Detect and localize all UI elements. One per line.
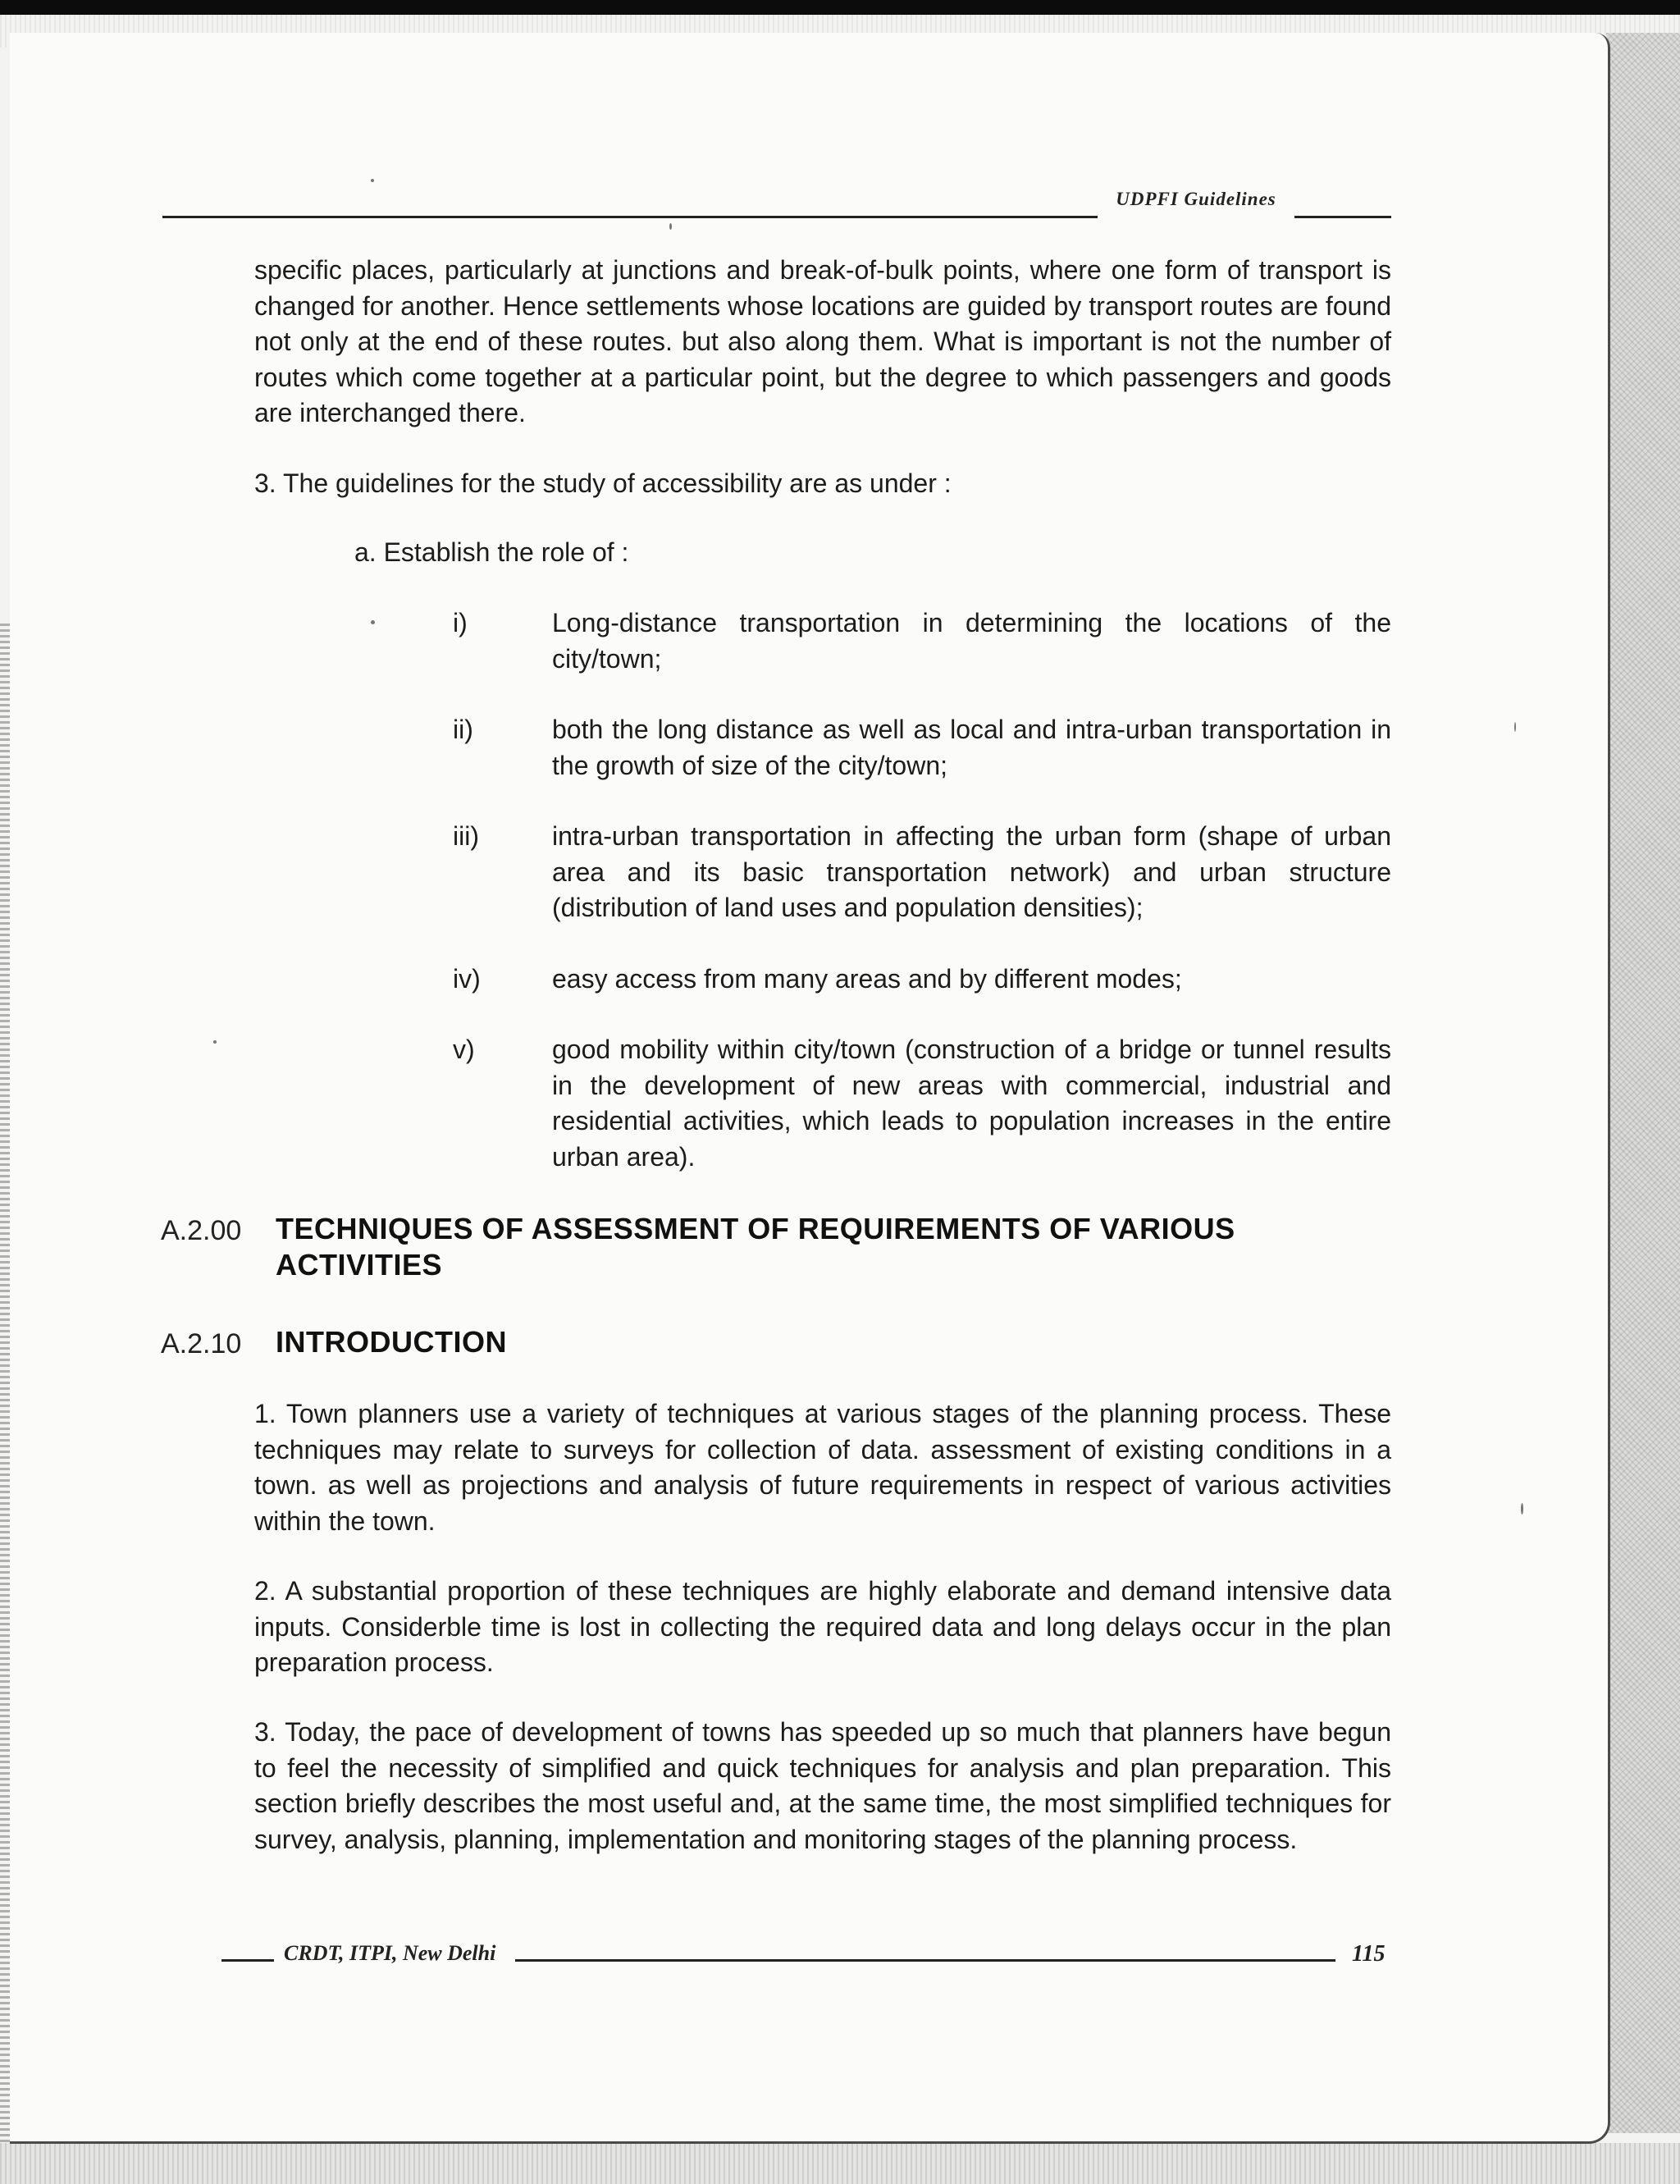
sub-point-a: a. Establish the role of : bbox=[354, 537, 629, 567]
list-item-number: ii) bbox=[453, 715, 473, 744]
section-number: A.2.00 bbox=[161, 1215, 242, 1246]
intro-point-2: 2. A substantial proportion of these techniques are highly elaborate and demand intensive data inputs. Considerble time is lost in collecting the required data and long delays occur in the plan preparation process. bbox=[254, 1576, 1391, 1677]
scan-left-edge bbox=[0, 624, 10, 2182]
list-item-number: i) bbox=[453, 608, 468, 637]
scan-speck bbox=[1514, 722, 1516, 732]
scan-bottom-edge bbox=[0, 2143, 1680, 2184]
list-item-text: Long-distance transportation in determining the locations of the city/town; bbox=[552, 608, 1391, 674]
running-header-title: UDPFI Guidelines bbox=[1116, 189, 1276, 209]
list-item-number: iii) bbox=[453, 821, 479, 851]
list-item-text: both the long distance as well as local and intra-urban transportation in the growth of size of the city/town; bbox=[552, 715, 1391, 780]
scan-speck bbox=[1521, 1503, 1523, 1515]
page-number: 115 bbox=[1352, 1941, 1386, 1967]
header-rule-right bbox=[1294, 216, 1391, 218]
footer-source: CRDT, ITPI, New Delhi bbox=[284, 1941, 496, 1965]
scan-speck bbox=[213, 1040, 217, 1044]
list-item-text: easy access from many areas and by different modes; bbox=[552, 964, 1182, 994]
scan-speck bbox=[371, 620, 375, 624]
intro-point-3: 3. Today, the pace of development of towns has speeded up so much that planners have begun to feel the necessity of simplified and quick techniques for analysis and plan preparation. This section briefly describes the most useful and, at the same time, the most simplified techniques for survey, analysis, planning, implementation and monitoring stages of the planning process. bbox=[254, 1717, 1391, 1854]
list-item-text: good mobility within city/town (construction of a bridge or tunnel results in the development of new areas with commercial, industrial and residential activities, which leads to population increases in the entire urban area). bbox=[552, 1035, 1391, 1172]
scan-speck bbox=[371, 179, 374, 182]
list-item-text: intra-urban transportation in affecting the urban form (shape of urban area and its basic transportation network) and urban structure (distribution of land uses and population densities); bbox=[552, 821, 1391, 922]
footer-rule-left bbox=[221, 1959, 274, 1962]
scan-right-edge bbox=[1606, 33, 1680, 2133]
subsection-heading: INTRODUCTION bbox=[276, 1325, 507, 1359]
list-item-number: iv) bbox=[453, 964, 481, 994]
intro-point-1: 1. Town planners use a variety of techniques at various stages of the planning process. These techniques may relate to surveys for collection of data. assessment of existing conditions in a town. as well as projections and analysis of future requirements in respect of various activities within the town. bbox=[254, 1399, 1391, 1536]
subsection-number: A.2.10 bbox=[161, 1328, 242, 1359]
header-rule-left bbox=[162, 216, 1098, 218]
list-item-number: v) bbox=[453, 1035, 475, 1064]
footer-rule-right bbox=[515, 1959, 1335, 1962]
section-heading: TECHNIQUES OF ASSESSMENT OF REQUIREMENTS OF VARIOUS ACTIVITIES bbox=[276, 1212, 1235, 1282]
header-rule bbox=[162, 210, 1391, 226]
point-3-text: 3. The guidelines for the study of accessibility are as under : bbox=[254, 468, 952, 498]
scan-top-border bbox=[0, 0, 1680, 15]
scan-speck bbox=[669, 223, 672, 230]
intro-paragraph: specific places, particularly at junctions and break-of-bulk points, where one form of transport is changed for another. Hence settlements whose locations are guided by transport routes are found not only at the end of these routes. but also along them. What is important is not the number of routes which come together at a particular point, but the degree to which passengers and goods are interchanged there. bbox=[254, 255, 1391, 427]
